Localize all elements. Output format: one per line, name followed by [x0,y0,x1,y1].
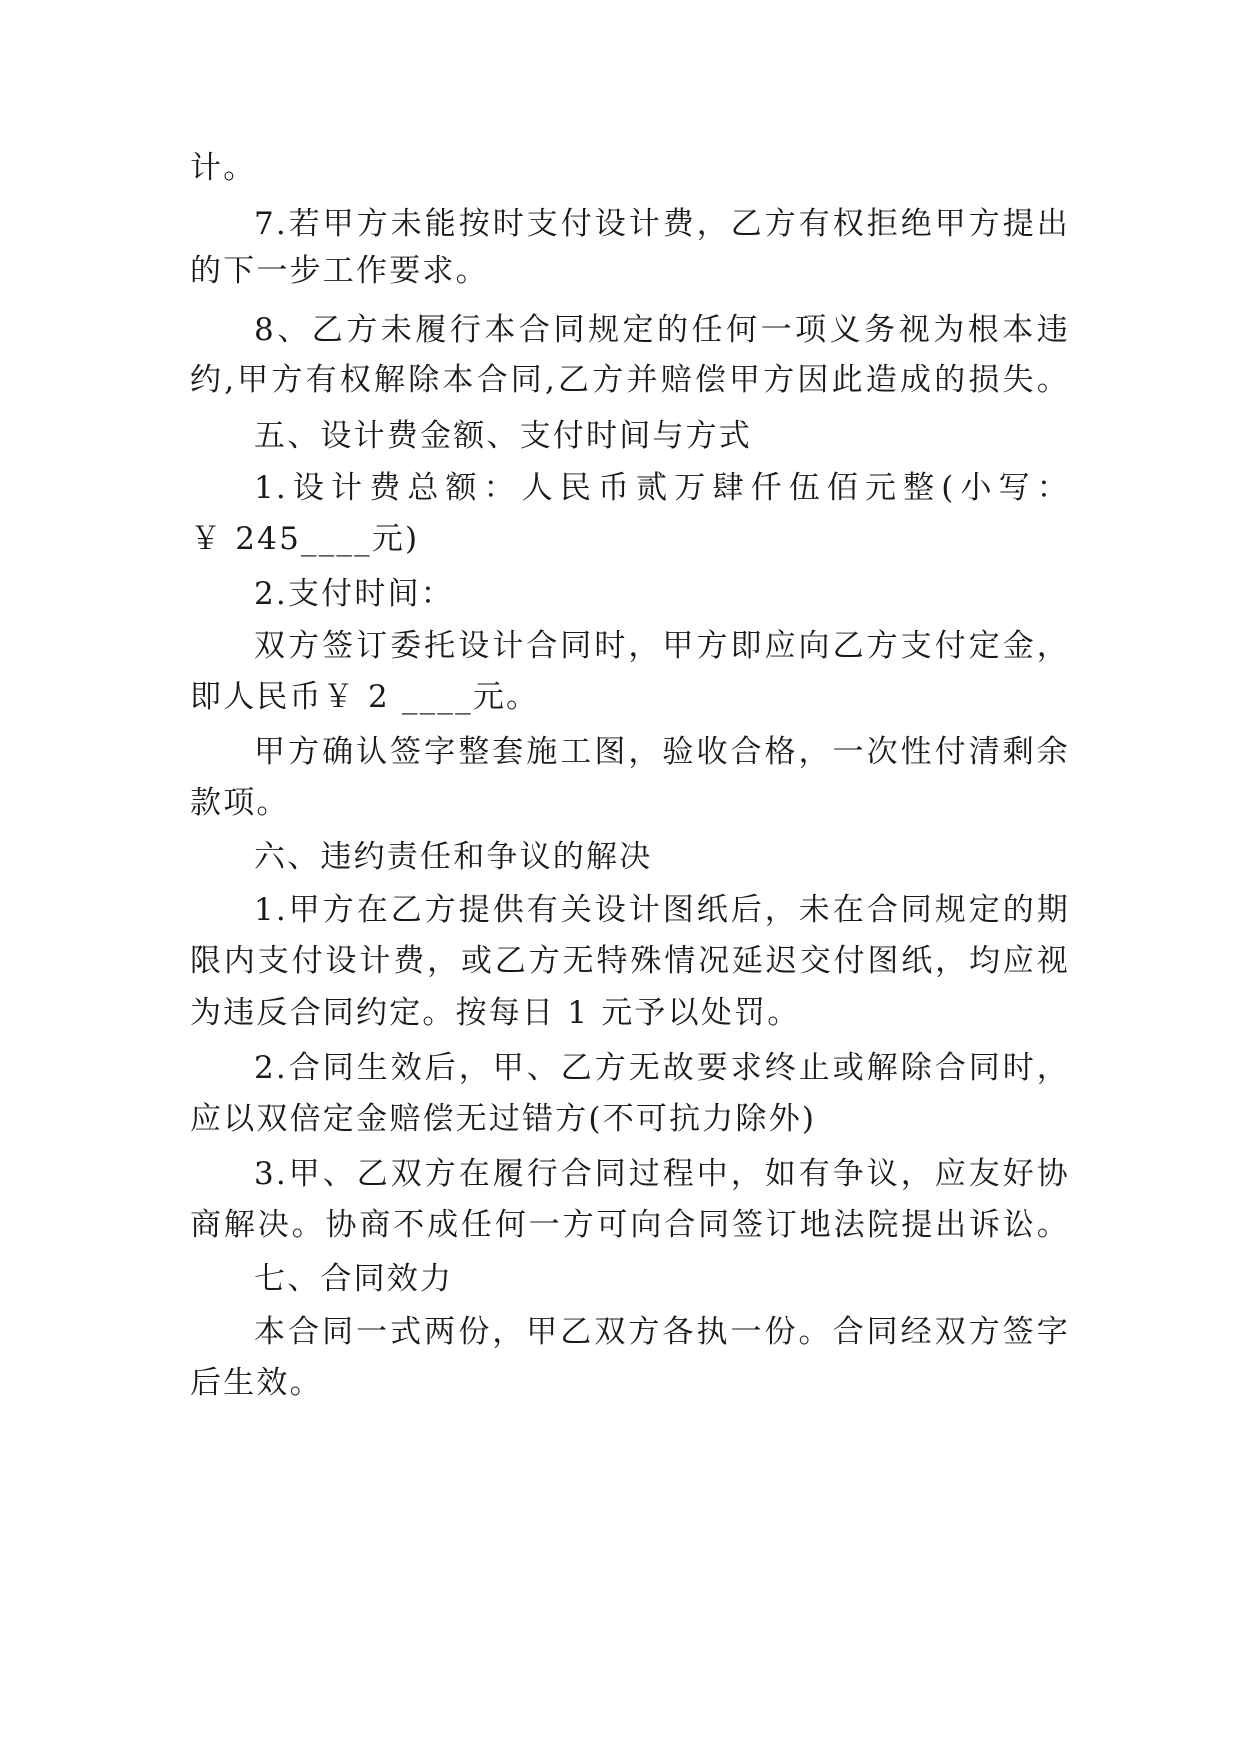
section-heading: 七、合同效力 [254,1261,454,1297]
text-line: 约,甲方有权解除本合同,乙方并赔偿甲方因此造成的损失。 [190,362,1070,398]
text-line: 限内支付设计费，或乙方无特殊情况延迟交付图纸，均应视 [190,943,1070,979]
text-line: 1.设计费总额：人民币贰万肆仟伍佰元整(小写： [254,470,1070,506]
text-line: 商解决。协商不成任何一方可向合同签订地法院提出诉讼。 [190,1207,1070,1243]
text-line: 应以双倍定金赔偿无过错方(不可抗力除外) [190,1101,817,1137]
text-line: 3.甲、乙双方在履行合同过程中，如有争议，应友好协 [254,1156,1070,1192]
text-line: 为违反合同约定。按每日 1 元予以处罚。 [190,995,801,1031]
text-line: 2.合同生效后，甲、乙方无故要求终止或解除合同时， [254,1050,1070,1086]
text-line: 甲方确认签字整套施工图，验收合格，一次性付清剩余 [254,734,1070,770]
text-line: 即人民币￥ 2 ____元。 [190,679,540,715]
text-line: 8、乙方未履行本合同规定的任何一项义务视为根本违 [254,312,1070,348]
text-line: 7.若甲方未能按时支付设计费，乙方有权拒绝甲方提出 [254,206,1070,242]
text-line: ￥ 245____元) [190,521,420,557]
text-line: 双方签订委托设计合同时，甲方即应向乙方支付定金， [254,628,1070,664]
text-line: 的下一步工作要求。 [190,253,489,289]
text-line: 款项。 [190,785,290,821]
text-line: 后生效。 [190,1365,323,1401]
section-heading: 六、违约责任和争议的解决 [254,839,653,875]
text-line: 2.支付时间： [254,576,454,612]
text-line: 计。 [190,150,257,186]
text-line: 1.甲方在乙方提供有关设计图纸后，未在合同规定的期 [254,892,1070,928]
section-heading: 五、设计费金额、支付时间与方式 [254,418,752,454]
text-line: 本合同一式两份，甲乙双方各执一份。合同经双方签字 [254,1314,1070,1350]
